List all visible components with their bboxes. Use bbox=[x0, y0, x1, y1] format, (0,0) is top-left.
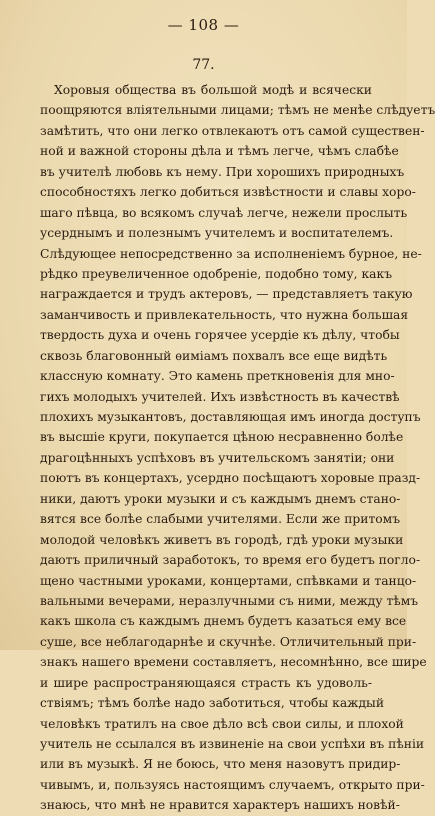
text-line: знаюсь, что мнѣ не нравится характеръ нашихъ новѣй- bbox=[40, 798, 400, 813]
text-line: поощряются вліятельными лицами; тѣмъ не менѣе слѣдуетъ bbox=[40, 103, 435, 118]
text-line: твердость духа и очень горячее усердіе къ дѣлу, чтобы bbox=[40, 328, 400, 343]
text-line: вятся все болѣе слабыми учителями. Если же притомъ bbox=[40, 512, 401, 527]
text-line: или въ музыкѣ. Я не боюсь, что меня назовутъ придир- bbox=[40, 757, 401, 772]
text-line: поютъ въ концертахъ, усердно посѣщаютъ хоровые празд- bbox=[40, 471, 421, 486]
text-line: суше, все неблагодарнѣе и скучнѣе. Отличительный при- bbox=[40, 634, 417, 649]
text-line: рѣдко преувеличенное одобреніе, подобно тому, какъ bbox=[40, 266, 393, 281]
text-line: способностяхъ легко добиться извѣстности и славы хоро- bbox=[40, 185, 416, 200]
body-text bbox=[40, 80, 435, 816]
text-line: чивымъ, и, пользуясь настоящимъ случаемъ, открыто при- bbox=[40, 777, 425, 792]
page-number: — 108 — bbox=[167, 16, 240, 34]
text-line: драгоцѣнныхъ успѣховъ въ учительскомъ занятіи; они bbox=[40, 450, 395, 465]
text-line: Хоровыя общества въ большой модѣ и всячески bbox=[54, 83, 372, 97]
text-line: усерднымъ и полезнымъ учителемъ и воспитателемъ. bbox=[40, 226, 394, 241]
text-line: классную комнату. Это камень преткновенія для мно- bbox=[40, 369, 395, 384]
text-line: ствіямъ; тѣмъ болѣе надо заботиться, чтобы каждый bbox=[40, 696, 385, 711]
text-line: гихъ молодыхъ учителей. Ихъ извѣстность въ качествѣ bbox=[40, 389, 400, 404]
text-line: въ учителѣ любовь къ нему. При хорошихъ природныхъ bbox=[40, 164, 405, 179]
text-line: вальными вечерами, неразлучными съ ними, между тѣмъ bbox=[40, 593, 419, 608]
text-line: плохихъ музыкантовъ, доставляющая имъ иногда доступъ bbox=[40, 410, 421, 424]
text-line: щено частными уроками, концертами, спѣвками и танцо- bbox=[40, 573, 417, 588]
text-line: ники, даютъ уроки музыки и съ каждымъ днемъ стано- bbox=[40, 491, 401, 506]
text-line: награждается и трудъ актеровъ, — представляетъ такую bbox=[40, 287, 413, 302]
text-line: въ высшіе круги, покупается цѣною несравненно болѣе bbox=[40, 430, 404, 445]
section-number: 77. bbox=[192, 57, 215, 73]
text-line: человѣкъ тратилъ на свое дѣло всѣ свои силы, и плохой bbox=[40, 716, 404, 731]
text-line: ной и важной стороны дѣла и тѣмъ легче, чѣмъ слабѣе bbox=[40, 144, 399, 159]
text-line: даютъ приличный заработокъ, то время его будетъ погло- bbox=[40, 553, 421, 568]
text-line: учитель не ссылался въ извиненіе на свои успѣхи въ пѣніи bbox=[40, 737, 425, 751]
text-line: Слѣдующее непосредственно за исполненіемъ бурное, не- bbox=[40, 246, 422, 261]
text-line: шаго пѣвца, во всякомъ случаѣ легче, нежели прослыть bbox=[40, 205, 408, 220]
text-line: сквозь благовонный ѳиміамъ похвалъ все еще видѣть bbox=[40, 348, 388, 363]
text-line: заманчивость и привлекательность, что нужна большая bbox=[40, 307, 409, 322]
text-line: знакъ нашего времени составляетъ, несомнѣнно, все шире bbox=[40, 655, 427, 670]
text-line: замѣтить, что они легко отвлекаютъ отъ самой существен- bbox=[40, 123, 425, 138]
text-line: и шире распространяющаяся страсть къ удоволь- bbox=[40, 675, 372, 690]
text-line: молодой человѣкъ живетъ въ городѣ, гдѣ уроки музыки bbox=[40, 532, 404, 547]
text-line: какъ школа съ каждымъ днемъ будетъ казаться ему все bbox=[40, 614, 407, 629]
